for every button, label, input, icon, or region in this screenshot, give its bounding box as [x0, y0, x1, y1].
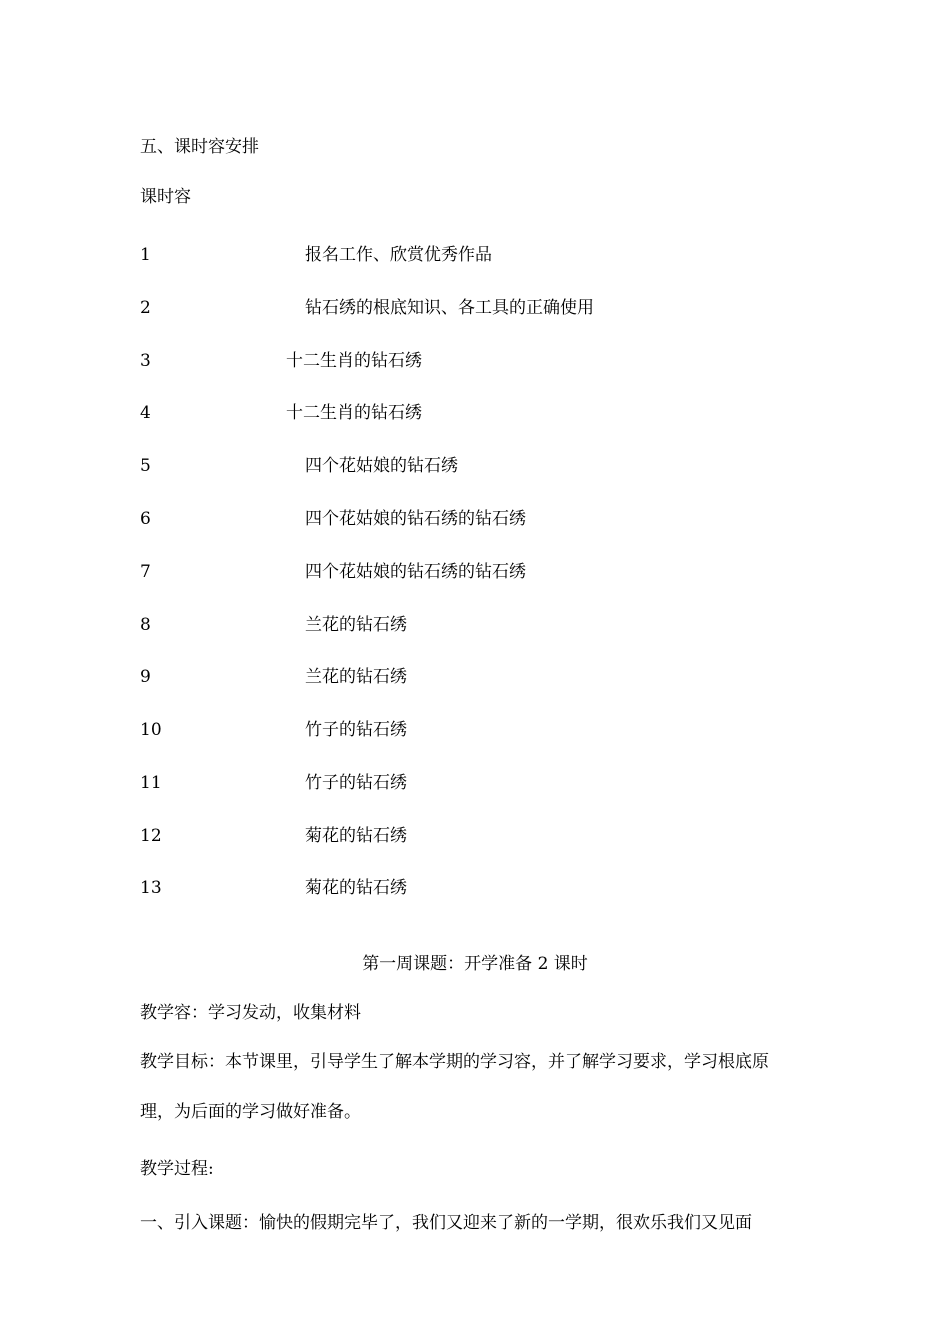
teaching-content: 教学容：学习发动，收集材料	[140, 1003, 361, 1023]
lesson-topic: 兰花的钻石绣	[305, 667, 407, 687]
lesson-topic: 十二生肖的钻石绣	[286, 351, 422, 371]
lesson-number: 13	[140, 878, 162, 898]
lesson-title: 第一周课题：开学准备 2 课时	[362, 954, 588, 974]
lesson-topic: 四个花姑娘的钻石绣	[305, 456, 458, 476]
intro-paragraph: 一、引入课题：愉快的假期完毕了，我们又迎来了新的一学期，很欢乐我们又见面	[140, 1213, 752, 1233]
lesson-number: 7	[140, 562, 151, 582]
lesson-topic: 四个花姑娘的钻石绣的钻石绣	[305, 509, 526, 529]
lesson-topic: 菊花的钻石绣	[305, 878, 407, 898]
lesson-number: 4	[140, 403, 151, 423]
lesson-number: 6	[140, 509, 151, 529]
section-heading: 五、课时容安排	[140, 137, 259, 157]
teaching-process-heading: 教学过程:	[140, 1159, 214, 1179]
lesson-number: 9	[140, 667, 151, 687]
lesson-number: 2	[140, 298, 151, 318]
lesson-number: 1	[140, 245, 151, 265]
schedule-label: 课时容	[140, 187, 191, 207]
teaching-goal-line-1: 教学目标：本节课里，引导学生了解本学期的学习容，并了解学习要求，学习根底原	[140, 1052, 769, 1072]
lesson-topic: 菊花的钻石绣	[305, 826, 407, 846]
teaching-goal-line-2: 理，为后面的学习做好准备。	[140, 1102, 361, 1122]
lesson-number: 8	[140, 615, 151, 635]
lesson-number: 12	[140, 826, 162, 846]
lesson-topic: 兰花的钻石绣	[305, 615, 407, 635]
lesson-topic: 四个花姑娘的钻石绣的钻石绣	[305, 562, 526, 582]
lesson-number: 10	[140, 720, 162, 740]
lesson-number: 5	[140, 456, 151, 476]
lesson-topic: 报名工作、欣赏优秀作品	[305, 245, 492, 265]
lesson-topic: 竹子的钻石绣	[305, 773, 407, 793]
lesson-number: 11	[140, 773, 162, 793]
lesson-number: 3	[140, 351, 151, 371]
lesson-topic: 竹子的钻石绣	[305, 720, 407, 740]
lesson-topic: 十二生肖的钻石绣	[286, 403, 422, 423]
lesson-topic: 钻石绣的根底知识、各工具的正确使用	[305, 298, 594, 318]
